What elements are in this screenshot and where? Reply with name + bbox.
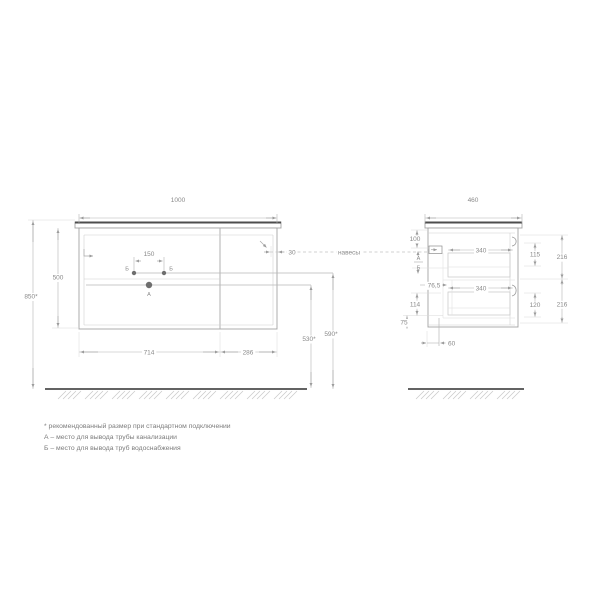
footnote-point-b: Б – место для вывода труб водоснабжения bbox=[44, 445, 181, 452]
side-cabinet-body bbox=[428, 228, 518, 327]
dim-front-supply-height: 590* bbox=[324, 331, 338, 338]
dim-side-lower-clearance: 114 bbox=[409, 301, 421, 309]
dim-front-left-section: 714 bbox=[143, 349, 155, 357]
floor bbox=[45, 389, 524, 399]
dim-front-width: 1000 bbox=[170, 197, 186, 204]
dim-front-height-lines bbox=[28, 220, 79, 389]
side-view bbox=[399, 197, 569, 348]
label-point-a: А bbox=[147, 292, 151, 298]
dim-front-hanger-offset: 30 bbox=[288, 249, 296, 257]
label-point-b-right: Б bbox=[169, 266, 173, 273]
dim-front-height: 500 bbox=[52, 274, 64, 282]
dim-side-drawer-depth-bottom: 340 bbox=[475, 285, 487, 293]
dim-side-lower-inner: 120 bbox=[529, 302, 541, 310]
dim-side-hanger-drop: 100 bbox=[409, 236, 421, 243]
dim-side-upper-front: 216 bbox=[556, 254, 568, 262]
dim-front-drain-height: 530* bbox=[302, 336, 316, 343]
dim-side-drawer-gap: 76,5 bbox=[427, 282, 441, 290]
dim-right-lines bbox=[520, 235, 568, 323]
dim-side-bottom-gap: 75 bbox=[400, 319, 408, 327]
ab-position-label bbox=[414, 252, 423, 274]
footnote-point-a: А – место для вывода трубы канализации bbox=[44, 434, 177, 441]
footnotes bbox=[44, 422, 231, 452]
front-view bbox=[23, 197, 428, 389]
side-label-b: Б bbox=[416, 265, 421, 272]
hanger-bracket-icon bbox=[429, 246, 442, 254]
dim-front-right-section: 286 bbox=[242, 349, 254, 357]
dim-side-lower-front: 216 bbox=[556, 301, 568, 309]
label-point-b-left: Б bbox=[125, 266, 129, 273]
point-b-marker bbox=[132, 271, 136, 275]
point-a-marker bbox=[146, 282, 152, 288]
dim-side-drawer-depth-top: 340 bbox=[475, 247, 487, 255]
dim-side-back-offset: 60 bbox=[448, 340, 456, 348]
side-label-a: А bbox=[416, 256, 421, 262]
dim-side-upper-inner: 115 bbox=[529, 251, 541, 259]
dim-front-mount-height: 850* bbox=[24, 293, 38, 301]
floor-hatching-side bbox=[416, 391, 520, 399]
dim-side-depth: 460 bbox=[467, 197, 479, 204]
hangers-label: навесы bbox=[337, 249, 361, 257]
point-b-marker bbox=[162, 271, 166, 275]
dim-front-faucet-span: 150 bbox=[143, 251, 155, 258]
front-cabinet-body bbox=[79, 228, 277, 329]
floor-hatching-front bbox=[58, 391, 297, 399]
footnote-recommended: * рекомендованный размер при стандартном подключении bbox=[44, 423, 231, 430]
